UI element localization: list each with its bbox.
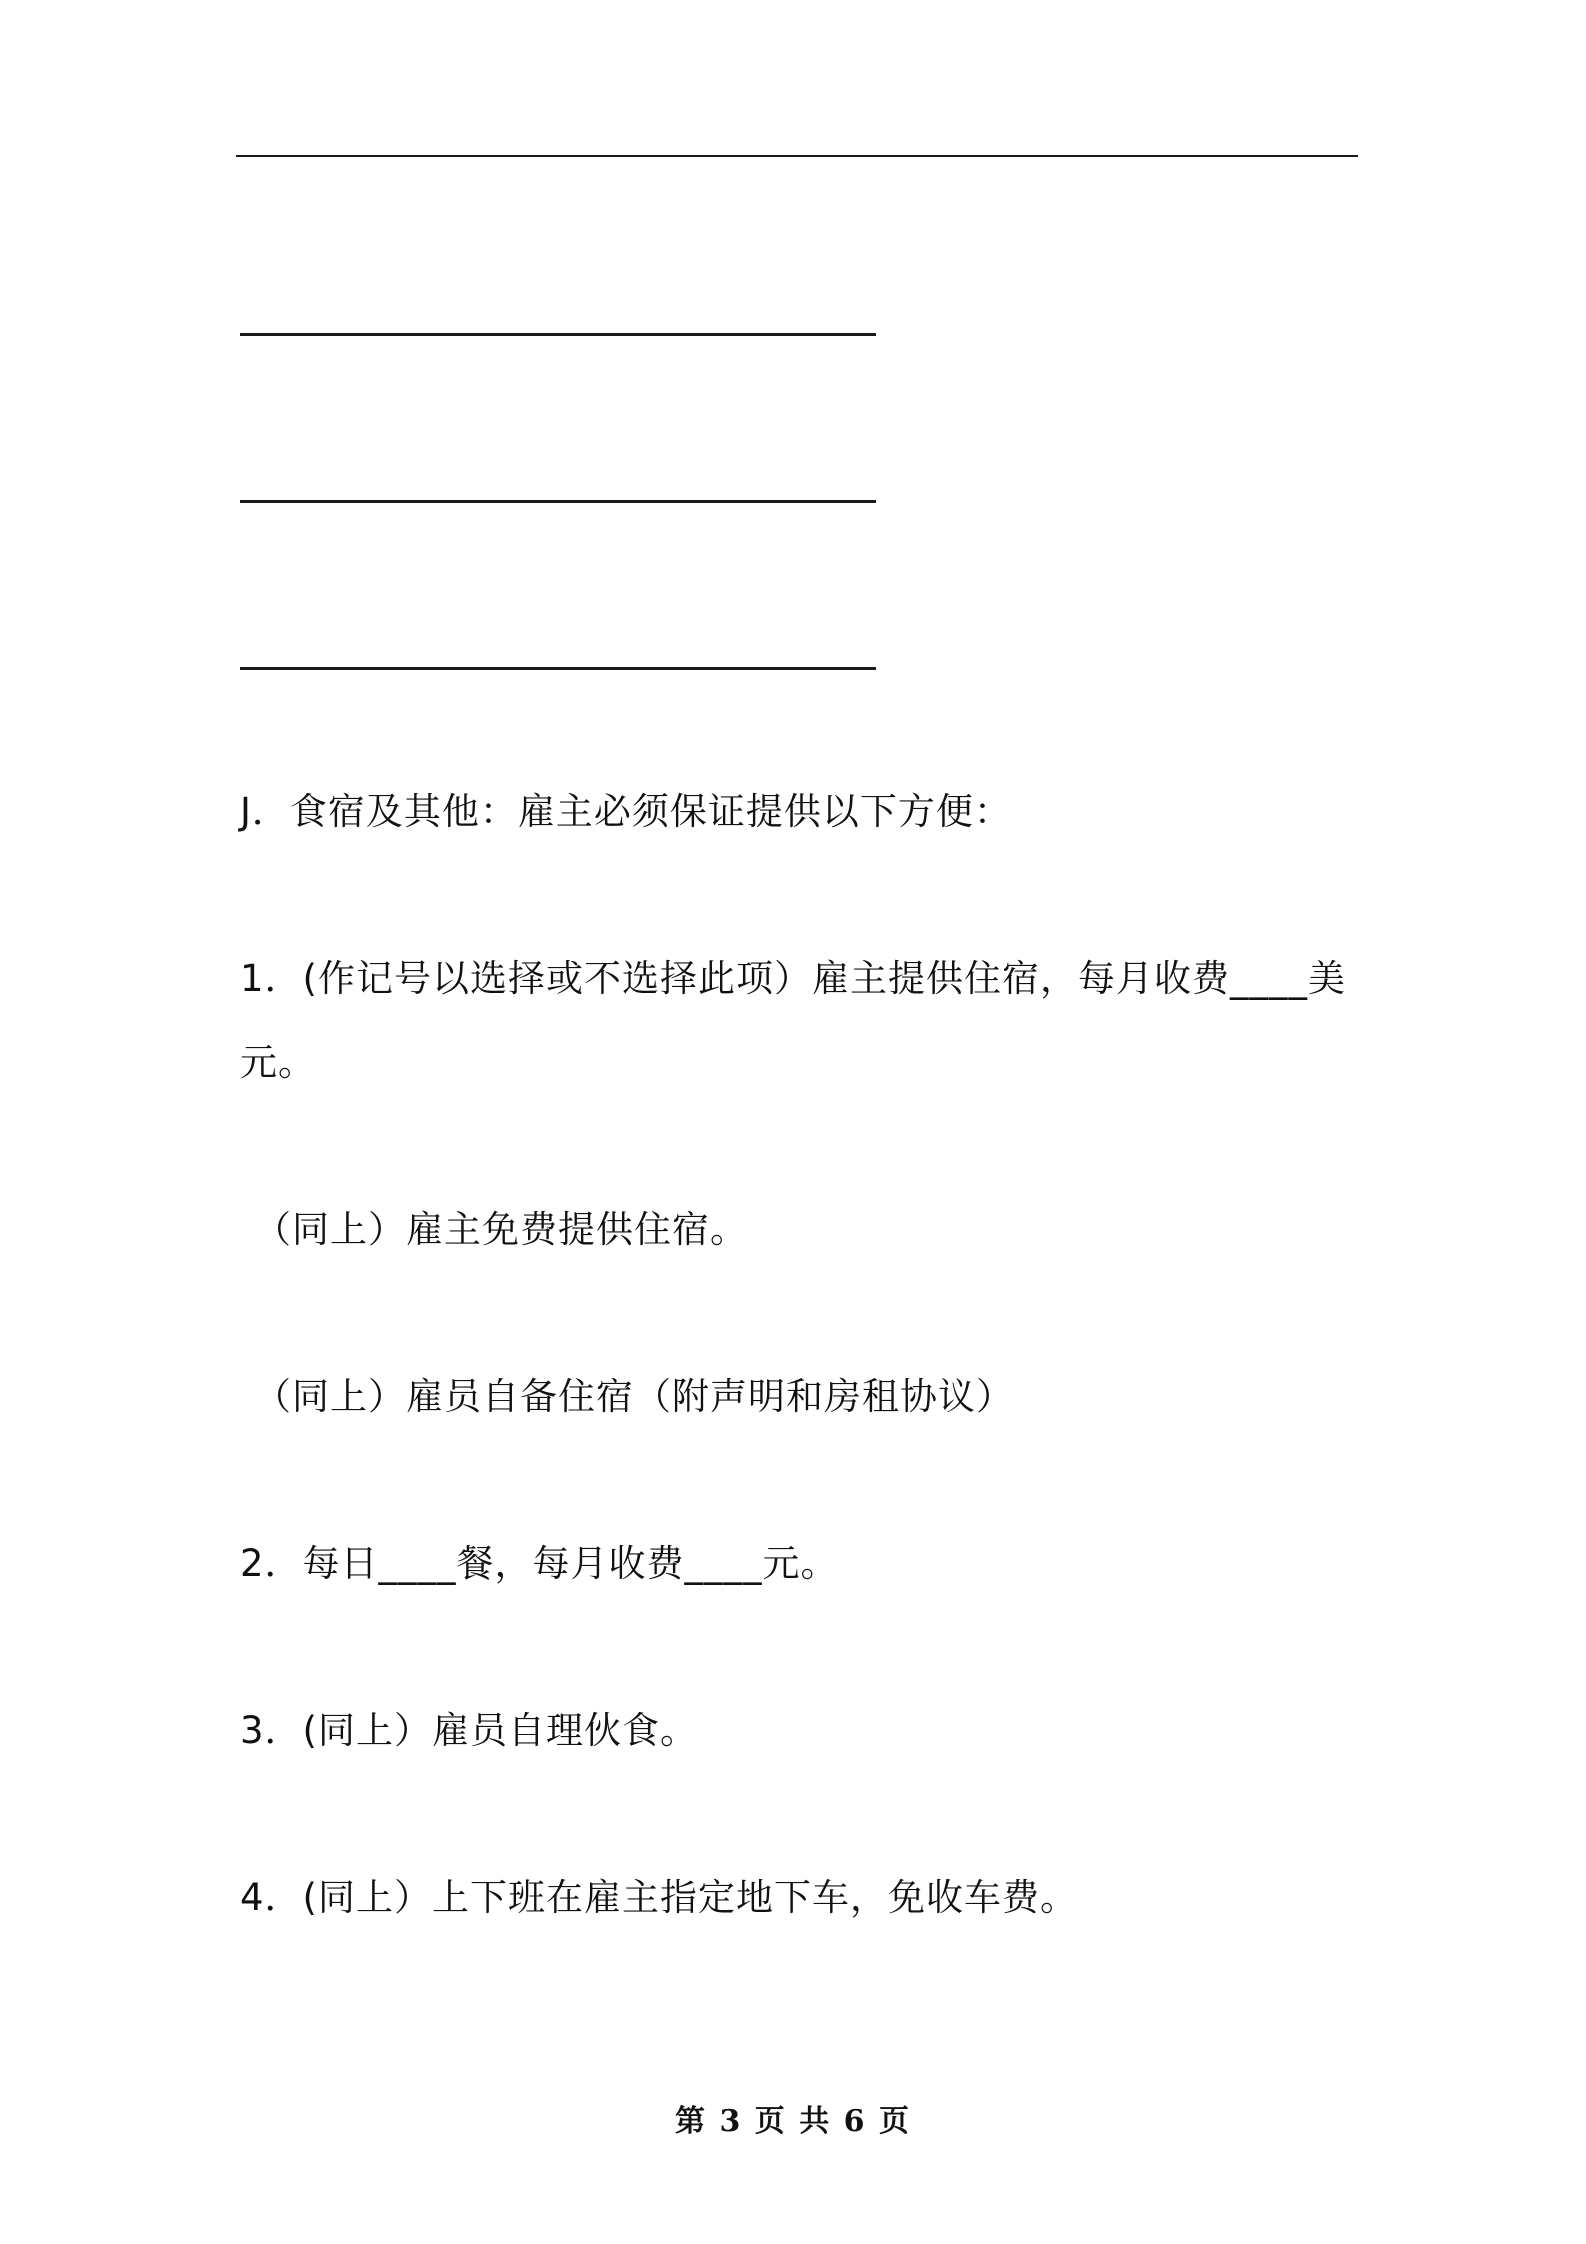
clause-1-lodging-fee: 1．(作记号以选择或不选择此项）雇主提供住宿，每月收费____美元。 <box>240 957 1346 1084</box>
clause-2-meals: 2．每日____餐，每月收费____元。 <box>240 1542 839 1585</box>
fill-in-blank-line-1 <box>240 333 876 336</box>
clause-self-lodging: （同上）雇员自备住宿（附声明和房租协议） <box>254 1375 1014 1418</box>
clause-free-lodging: （同上）雇主免费提供住宿。 <box>254 1208 748 1251</box>
section-j-heading: J．食宿及其他：雇主必须保证提供以下方便： <box>240 790 1012 833</box>
fill-in-blank-line-3 <box>240 667 876 670</box>
fill-in-blank-line-2 <box>240 500 876 503</box>
clause-4-transport: 4．(同上）上下班在雇主指定地下车，免收车费。 <box>240 1876 1078 1919</box>
page-number: 第 3 页 共 6 页 <box>675 2104 911 2139</box>
header-rule <box>236 155 1358 157</box>
clause-3-self-meals: 3．(同上）雇员自理伙食。 <box>240 1709 698 1752</box>
